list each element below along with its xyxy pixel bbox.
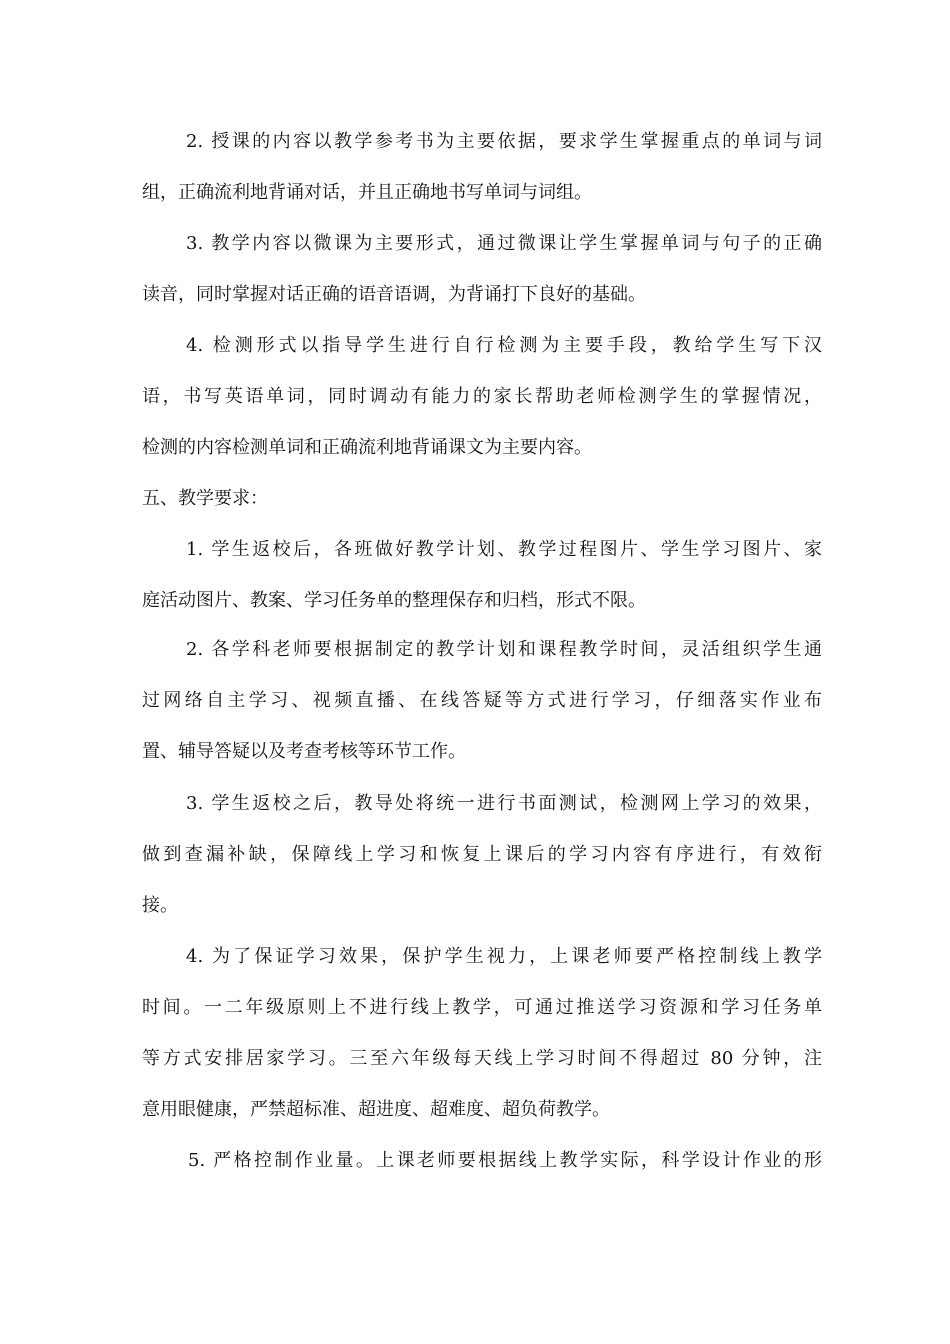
section-heading: 五、教学要求： [142,488,268,509]
paragraph-line: 2. 授课的内容以教学参考书为主要依据，要求学生掌握重点的单词与词 [186,131,822,152]
paragraph-line: 4. 为了保证学习效果，保护学生视力，上课老师要严格控制线上教学 [186,946,822,967]
paragraph-line: 2. 各学科老师要根据制定的教学计划和课程教学时间，灵活组织学生通 [186,639,822,660]
paragraph-line: 检测的内容检测单词和正确流利地背诵课文为主要内容。 [142,437,592,458]
paragraph-line: 语，书写英语单词，同时调动有能力的家长帮助老师检测学生的掌握情况， [142,386,822,407]
paragraph-line: 读音，同时掌握对话正确的语音语调，为背诵打下良好的基础。 [142,284,646,305]
paragraph-line: 3. 教学内容以微课为主要形式，通过微课让学生掌握单词与句子的正确 [186,233,822,254]
paragraph-line: 庭活动图片、教案、学习任务单的整理保存和归档，形式不限。 [142,590,646,611]
paragraph-line: 4. 检测形式以指导学生进行自行检测为主要手段，教给学生写下汉 [186,335,822,356]
paragraph-line: 等方式安排居家学习。三至六年级每天线上学习时间不得超过 80 分钟，注 [142,1048,822,1069]
paragraph-line: 意用眼健康，严禁超标准、超进度、超难度、超负荷教学。 [142,1099,610,1120]
paragraph-line: 过网络自主学习、视频直播、在线答疑等方式进行学习，仔细落实作业布 [142,690,822,711]
paragraph-line: 组，正确流利地背诵对话，并且正确地书写单词与词组。 [142,182,592,203]
paragraph-line: 置、辅导答疑以及考查考核等环节工作。 [142,741,466,762]
paragraph-line: 时间。一二年级原则上不进行线上教学，可通过推送学习资源和学习任务单 [142,997,822,1018]
paragraph-line: 3. 学生返校之后，教导处将统一进行书面测试，检测网上学习的效果， [186,793,822,814]
paragraph-line: 接。 [142,895,178,916]
paragraph-line: 1. 学生返校后，各班做好教学计划、教学过程图片、学生学习图片、家 [186,539,822,560]
paragraph-line: 5. 严格控制作业量。上课老师要根据线上教学实际，科学设计作业的形 [188,1150,822,1171]
paragraph-line: 做到查漏补缺，保障线上学习和恢复上课后的学习内容有序进行，有效衔 [142,844,822,865]
